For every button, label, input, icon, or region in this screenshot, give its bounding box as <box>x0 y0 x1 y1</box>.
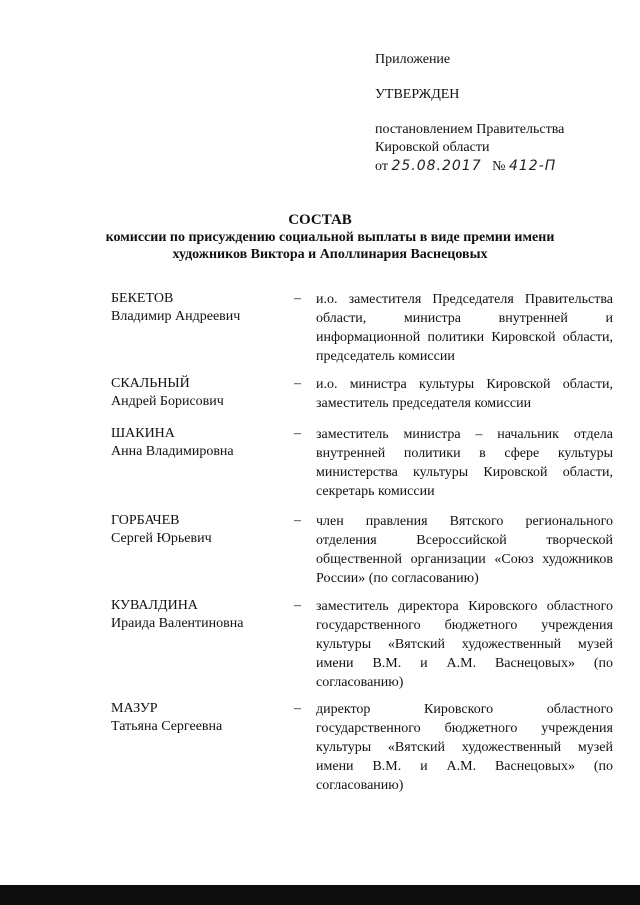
handwritten-date: 25.08.2017 <box>391 158 482 174</box>
member-role: и.о. заместителя Председателя Правительства области, министра внутренней и информационной политики Кировской области, председатель комиссии <box>316 292 613 364</box>
subtitle-line-1: комиссии по присуждению социальной выплаты в виде премии имени <box>105 230 555 245</box>
handwritten-number: 412-П <box>508 158 557 174</box>
member-dash: – <box>294 701 301 716</box>
member-role: член правления Вятского регионального отделения Всероссийской творческой общественной организации «Союз художников России» (по согласованию) <box>316 514 613 586</box>
appendix-label: Приложение <box>375 52 451 67</box>
member-name <box>111 597 291 633</box>
scan-bottom-border <box>0 885 640 905</box>
number-prefix: № <box>492 159 506 174</box>
member-given-names: Сергей Юрьевич <box>111 531 212 546</box>
member-name <box>111 512 291 548</box>
member-surname: МАЗУР <box>111 701 158 716</box>
member-name <box>111 375 291 411</box>
member-dash: – <box>294 426 301 441</box>
document-title: СОСТАВ <box>288 212 352 228</box>
member-dash: – <box>294 598 301 613</box>
member-given-names: Анна Владимировна <box>111 444 234 459</box>
member-name <box>111 425 291 461</box>
member-role: директор Кировского областного государственного бюджетного учреждения культуры «Вятский художественный музей имени В.М. и А.М. Васнецовых» (по согласованию) <box>316 702 613 793</box>
subtitle-line-2: художников Виктора и Аполлинария Васнецовых <box>172 247 488 262</box>
member-role: заместитель директора Кировского областного государственного бюджетного учреждения культуры «Вятский художественный музей имени В.М. и А.М. Васнецовых» (по согласованию) <box>316 599 613 690</box>
member-name <box>111 700 291 736</box>
decree-line-2: Кировской области <box>375 140 490 155</box>
document-subtitle <box>100 229 560 263</box>
date-prefix: от <box>375 159 388 174</box>
member-given-names: Андрей Борисович <box>111 394 224 409</box>
approved-label: УТВЕРЖДЕН <box>375 87 460 102</box>
decree-date-line <box>375 157 625 176</box>
member-given-names: Ираида Валентиновна <box>111 616 244 631</box>
member-role: и.о. министра культуры Кировской области, заместитель председателя комиссии <box>316 377 613 411</box>
member-surname: КУВАЛДИНА <box>111 598 198 613</box>
approval-header <box>375 51 625 176</box>
member-dash: – <box>294 291 301 306</box>
member-dash: – <box>294 513 301 528</box>
member-given-names: Владимир Андреевич <box>111 309 241 324</box>
member-surname: ШАКИНА <box>111 426 175 441</box>
member-surname: ГОРБАЧЕВ <box>111 513 180 528</box>
member-surname: БЕКЕТОВ <box>111 291 174 306</box>
decree-line-1: постановлением Правительства <box>375 122 565 137</box>
member-given-names: Татьяна Сергеевна <box>111 719 223 734</box>
member-role: заместитель министра – начальник отдела внутренней политики в сфере культуры министерства культуры Кировской области, секретарь комиссии <box>316 427 613 499</box>
member-name <box>111 290 291 326</box>
member-dash: – <box>294 376 301 391</box>
member-surname: СКАЛЬНЫЙ <box>111 376 190 391</box>
